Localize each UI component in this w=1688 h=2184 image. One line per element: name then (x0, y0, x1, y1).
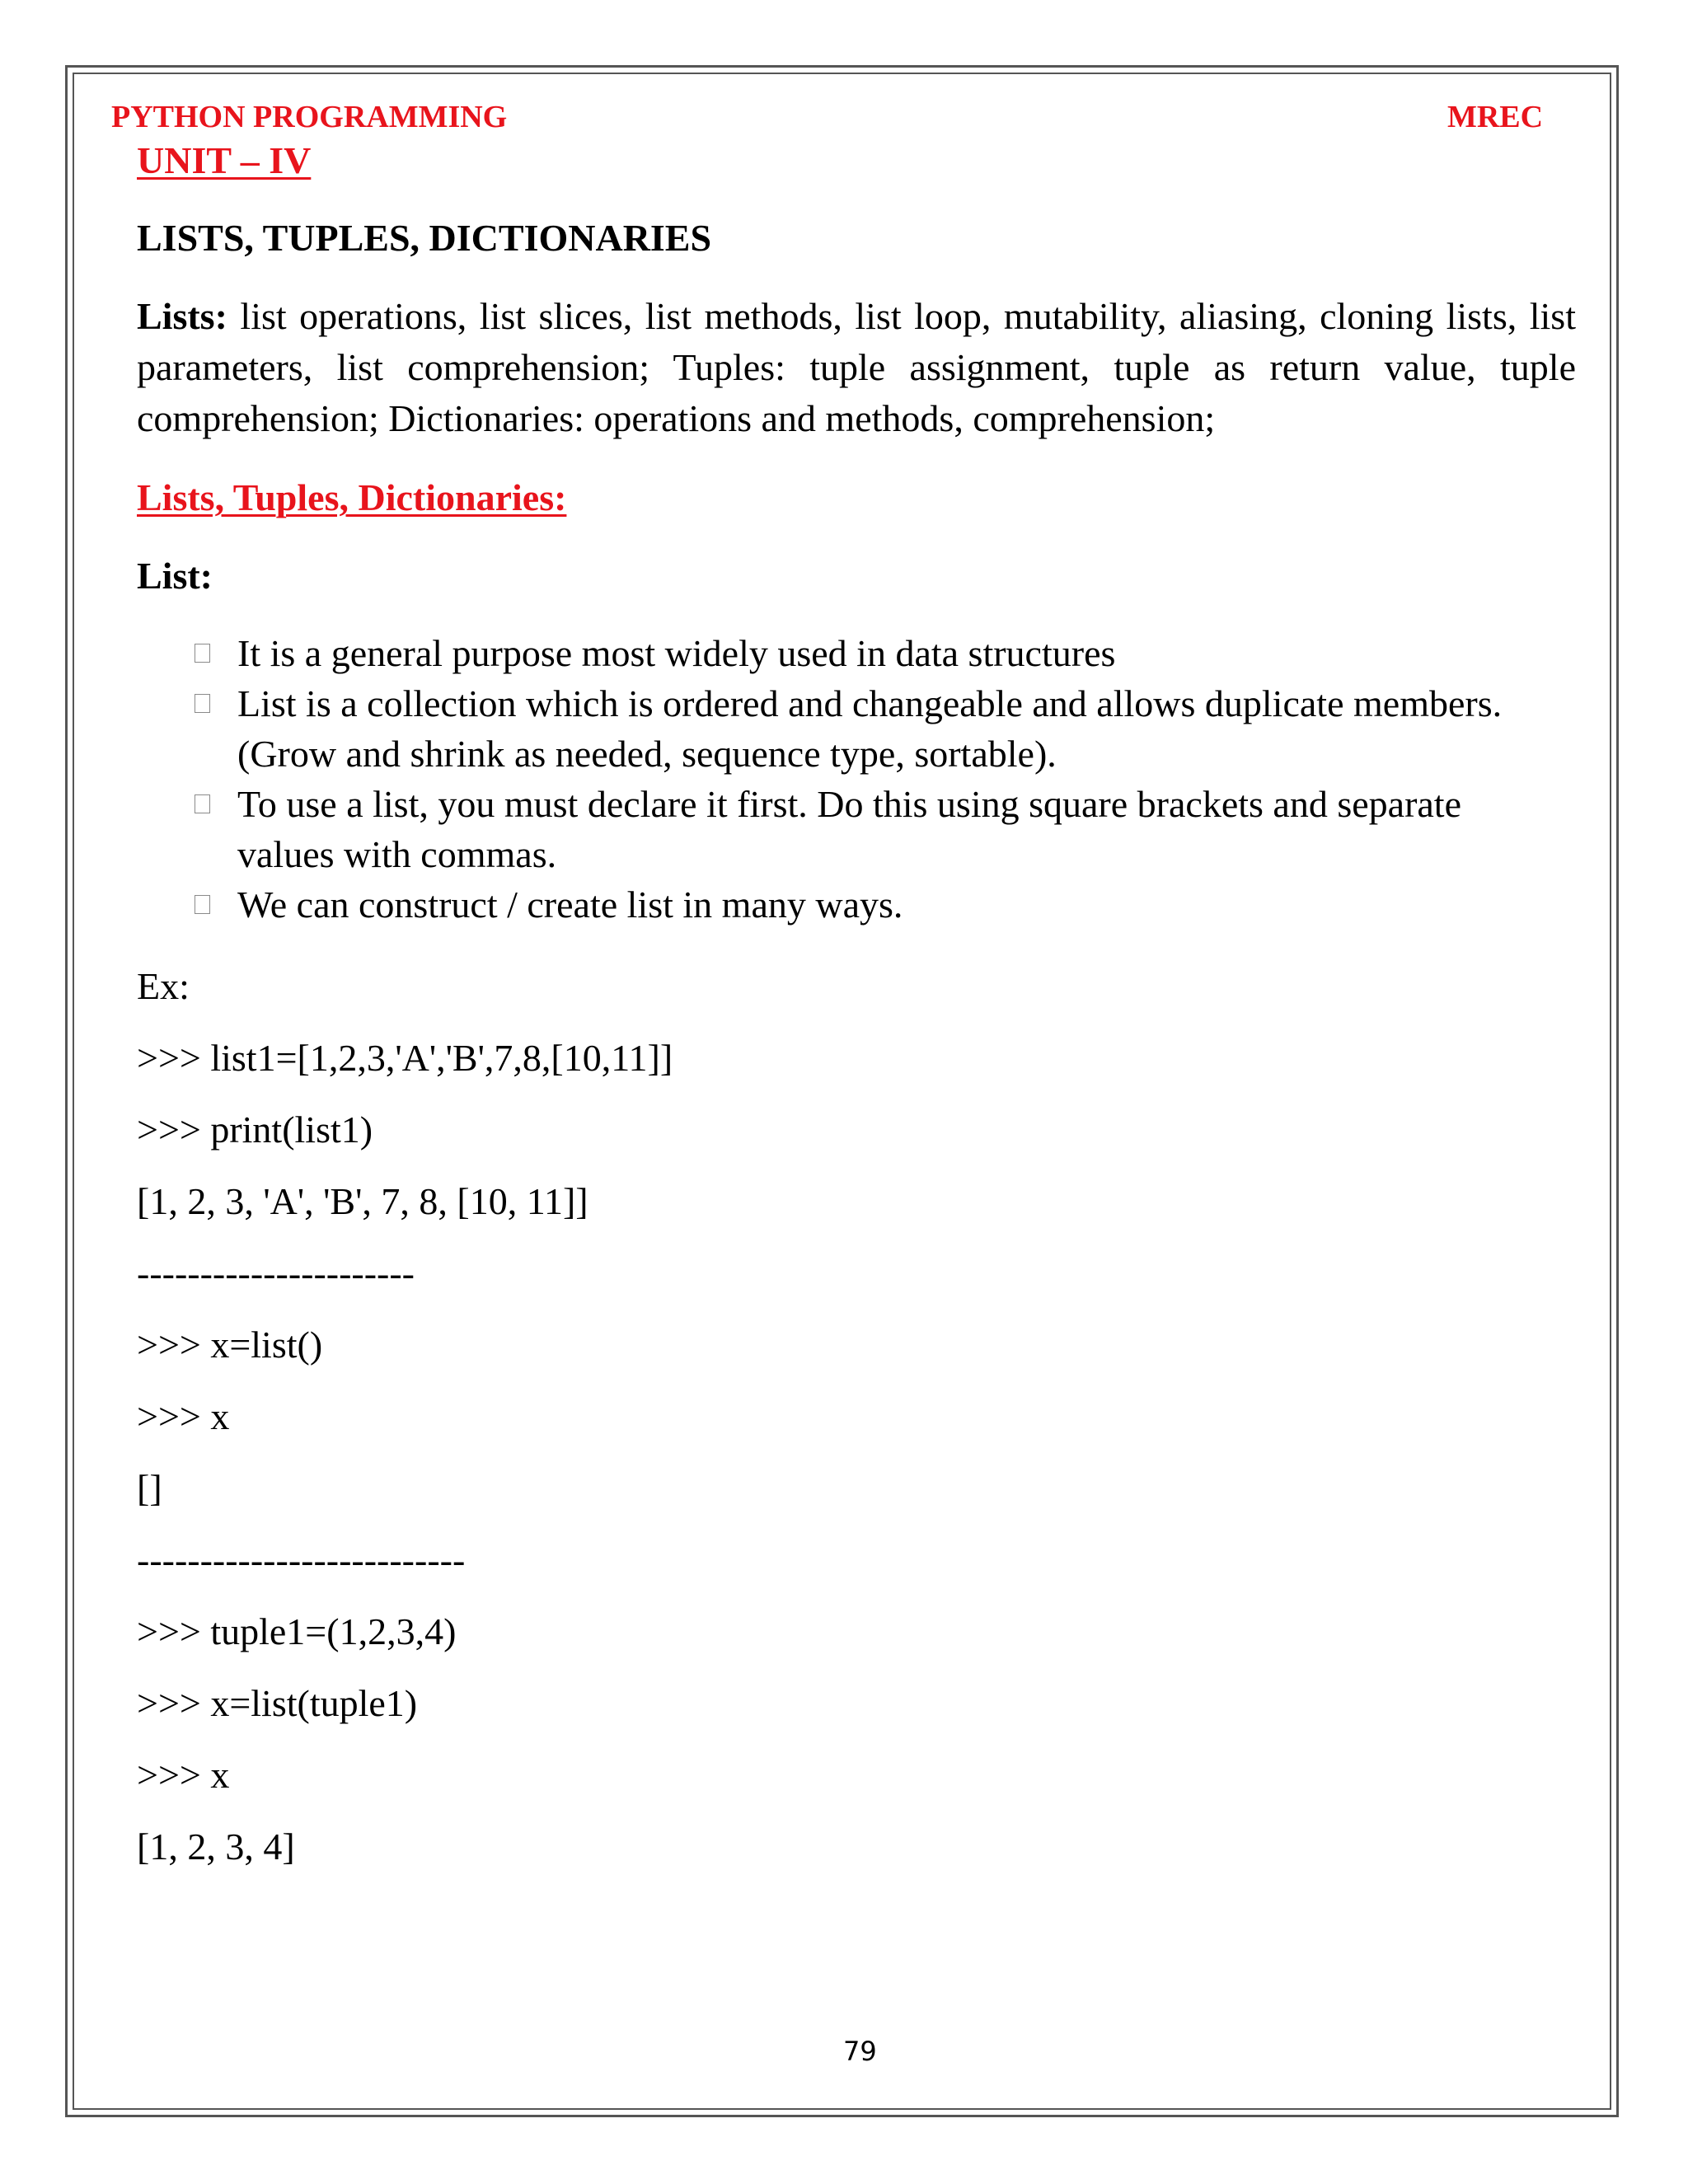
list-subheading: List: (137, 555, 213, 597)
code-output: [1, 2, 3, 'A', 'B', 7, 8, [10, 11]] (137, 1180, 588, 1222)
code-line: >>> x=list() (137, 1324, 323, 1366)
code-output: [] (137, 1467, 162, 1509)
code-line: >>> x (137, 1395, 230, 1437)
code-output: [1, 2, 3, 4] (137, 1825, 295, 1868)
code-line: >>> print(list1) (137, 1108, 373, 1151)
code-line: >>> tuple1=(1,2,3,4) (137, 1610, 457, 1652)
bullet-box-icon (195, 644, 210, 663)
bullet-box-icon (195, 694, 210, 713)
syllabus-text: list operations, list slices, list methods, list loop, mutability, aliasing, cloning lists, list parameters, list comprehension; Tuples: tuple assignment, tuple as return value, tuple comprehension; Dictionaries: operations and methods, comprehension; (137, 295, 1576, 439)
header-institution: MREC (1447, 100, 1544, 134)
separator-line: -------------------------- (137, 1539, 466, 1581)
header-course-title: PYTHON PROGRAMMING (111, 100, 508, 134)
example-label: Ex: (137, 965, 190, 1007)
bullet-item: List is a collection which is ordered and changeable and allows duplicate members. (Grow and shrink as needed, sequence type, sortable). (191, 678, 1559, 779)
code-line: >>> list1=[1,2,3,'A','B',7,8,[10,11]] (137, 1037, 673, 1079)
code-line: >>> x=list(tuple1) (137, 1682, 418, 1724)
page-number: 79 (843, 2036, 877, 2067)
bullet-item: It is a general purpose most widely used in data structures (191, 628, 1559, 678)
syllabus-label: Lists: (137, 295, 227, 337)
bullet-item: We can construct / create list in many ways. (191, 879, 1559, 930)
chapter-title: LISTS, TUPLES, DICTIONARIES (137, 217, 712, 259)
bullet-box-icon (195, 794, 210, 813)
unit-heading: UNIT – IV (137, 139, 312, 181)
separator-line: ---------------------- (137, 1252, 415, 1294)
syllabus-paragraph (137, 291, 1576, 444)
section-heading: Lists, Tuples, Dictionaries: (137, 476, 567, 518)
bullet-list (191, 628, 1559, 930)
bullet-box-icon (195, 895, 210, 914)
bullet-item: To use a list, you must declare it first. Do this using square brackets and separate values with commas. (191, 779, 1559, 879)
code-line: >>> x (137, 1754, 230, 1796)
